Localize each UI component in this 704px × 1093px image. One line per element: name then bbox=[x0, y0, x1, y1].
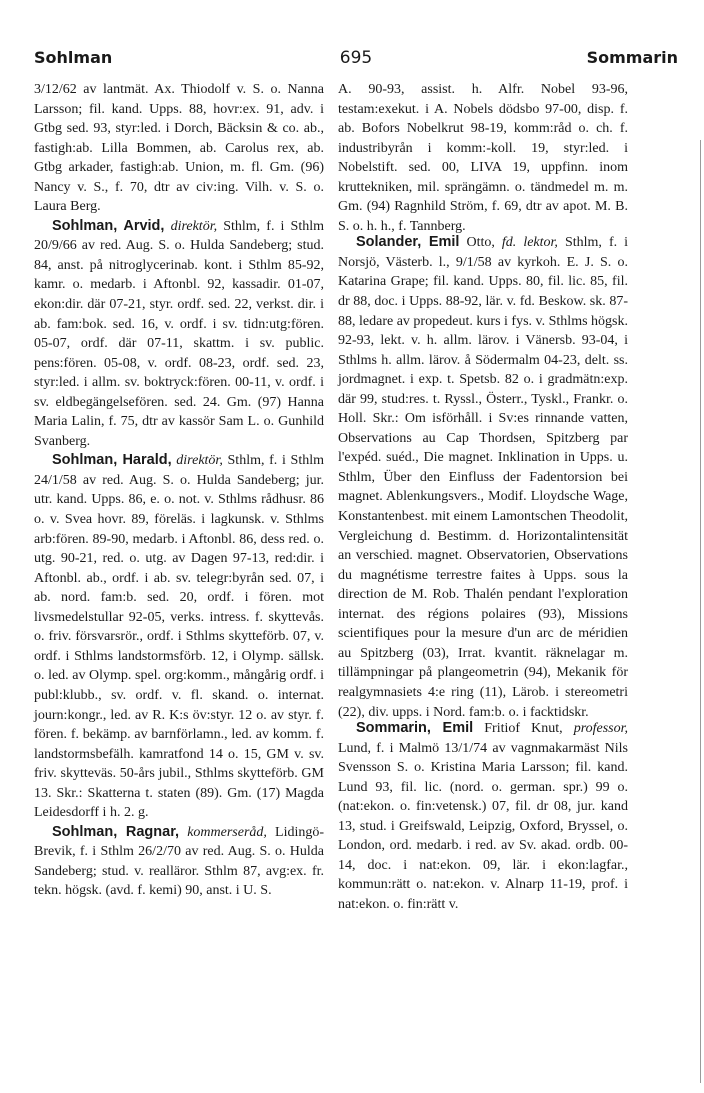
entry-text: Sthlm, f. i Norsjö, Västerb. l., 9/1/58 av kyrkoh. E. J. S. o. Katarina Grape; fil. kand. Upps. 80, fil. lic. 85, fil. dr 88, doc. i Upps. 88-92, lär. v. fd. Beskow. sk. 87-88, ledare av propedeut. kurs i fys. v. Sthlms högsk. 92-93, lekt. v. h. allm. lärov. i Vänersb. 93-04, i Sthlms h. allm. lärov. å Södermalm 04-23, delt. ss. jordmagnet. i exp. t. Spetsb. 82 o. i gradmätn:exp. där 99, stud:res. t. Ryssl., Österr., Tyskl., Frankr. o. Holl. Skr.: Om isförhåll. i Sv:es rinnande vatten, Observations au Cap Thordsen, Spitzberg par l'expéd. suéd., Die magnet. Inklination in Upps. u. Sthlm, Über den Einfluss der Fadentorsion bei magnet. Ablenkungsvers., Modif. Lloydsche Wage, Konstantenbest. mit einem Lamontschen Theodolit, Vergleichung d. Bestimm. d. Horizontalintensität an verschied. magnet. Observatorien, Observations du magnétisme terrestre faites à Upps. sous la direction de M. Rob. Thalén pendant l'exploration internat. des régions polaires (93), Missions scientifiques pour la mesure d'un arc de méridien au Spitzberg (03), Irrat. kvantit. räknelagar m. tillämpningar på plangeometrin (94), Mekanik för realgymnasiets 4:e ring (11), Lärob. i stereometri (22), div. upps. i Nord. fam:b. o. i facktidskr. bbox=[338, 235, 629, 720]
entry-title: direktör, bbox=[176, 453, 223, 469]
right-column bbox=[338, 80, 628, 915]
entry-title: professor, bbox=[573, 721, 629, 737]
entry-name: Sohlman, Arvid, bbox=[52, 217, 165, 234]
entry-solander-emil bbox=[338, 233, 628, 722]
entry-text: Lund, f. i Malmö 13/1/74 av vagnmakarmäst Nils Svensson S. o. Kristina Maria Larsson; fil. kand. Lund 93, fil. lic. (nord. o. german. spr.) 99 o. (nat:ekon. o. fin:vetensk.) 07, fil. dr 08, jur. kand 13, stud. i Greifswald, Leipzig, Oxford, Bryssel, o. London, ord. medarb. i red. av Sv. akad. ordb. 00-14, doc. i nat:ekon. 09, lär. i ekon:lagfar., kommun:rätt o. nat:ekon. v. Alnarp 11-19, prof. i nat:ekon. o. fin:rätt v. bbox=[338, 740, 628, 912]
left-column bbox=[34, 80, 324, 901]
entry-extra-names: Fritiof Knut, bbox=[484, 721, 563, 737]
entry-title: fd. lektor, bbox=[501, 235, 558, 251]
entry-text: Sthlm, f. i Sthlm 20/9/66 av red. Aug. S. o. Hulda Sandeberg; stud. 84, anst. på nitroglycerinab. kont. i Sthlm 85-92, kamr. o. medarb. i Aftonbl. 92, kassadir. 01-07, ekon:dir. där 07-21, styr. ordf. sed. 22, verkst. dir. i ab. fam:bok. sed. 16, v. ordf. i sv. tidn:utg:fören. 05-07, ordf. där 07-11, skattm. i sv. public. pens:fören. 05-08, v. ordf. 08-23, ordf. sed. 23, styr:led. i allm. sv. boktryck:fören. 00-11, v. ordf. i sv. eldbegängelsefören. sed. 24. Gm. (97) Hanna Maria Lalin, f. 75, dtr av kassör Sam L. o. Gunhild Svanberg. bbox=[34, 218, 325, 449]
entry-extra-names: Otto, bbox=[466, 235, 495, 251]
continuation-text: 3/12/62 av lantmät. Ax. Thiodolf v. S. o. Nanna Larsson; fil. kand. Upps. 88, hovr:ex. 91, adv. i Gtbg sed. 93, styr:led. i Dorch, Bäcksin & co. ab., fastigh:ab. Lilla Bommen, ab. Carolus rex, ab. Gtbg arkader, fastigh:ab. Union, m. fl. Gm. (96) Nancy v. S., f. 70, dtr av civ:ing. Vilh. v. S. o. Laura Berg. bbox=[34, 82, 324, 215]
entry-title: kommerseråd, bbox=[187, 824, 267, 840]
header-right-word: Sommarin bbox=[586, 48, 678, 67]
entry-sommarin-emil bbox=[338, 719, 628, 914]
header-left-word: Sohlman bbox=[34, 48, 113, 67]
entry-sohlman-ragnar bbox=[34, 823, 324, 901]
entry-name: Sommarin, Emil bbox=[356, 720, 474, 737]
entry-name: Sohlman, Harald, bbox=[52, 452, 172, 469]
entry-text: Sthlm, f. i Sthlm 24/1/58 av red. Aug. S. o. Hulda Sandeberg; jur. utr. kand. Upps. 86, e. o. not. v. Sthlms rådhusr. 86 o. v. Svea hovr. 89, föreläs. i lagkunsk. v. Sthlms arb:fören. 89-90, medarb. i Aftonbl. 86, dess red. o. utg. 90-21, red. o. utg. av Dagen 97-13, red:dir. i Aftonbl. ab., ordf. i ab. sv. telegr:byrån sed. 07, i ab. nord. fam:b. sed. 20, ordf. i fören. mot livsmedelstullar 92-05, verks. intress. f. skyttevås. o. friv. försvarsrör., ordf. i Sthlms skytteförb. 07, v. ordf. i Sthlms landstormsförb. 12, i Olymp. sällsk. o. led. av Olymp. spel. org:komm., mångårig ordf. i publ:klubb., sv. ordf. v. fl. skand. o. internat. journ:kongr., led. av R. K:s öv:styr. 12 o. av styr. f. fören. f. bekämp. av barnförlamn., led. av komm. f. landstormsbefälh. kamratfond 14 o. 15, GM v. sv. friv. skytteväs. 50-års jubil., Sthlms skytteförb. GM 13. Skr.: Skatterna t. staten (89). Gm. (17) Magda Leidesdorff i h. 2. g. bbox=[34, 453, 324, 821]
entry-name: Solander, Emil bbox=[356, 234, 460, 251]
running-header bbox=[34, 48, 678, 72]
entry-title: direktör, bbox=[170, 218, 218, 234]
entry-sohlman-harald bbox=[34, 451, 324, 822]
scan-edge-line bbox=[700, 140, 701, 1083]
continuation-text: A. 90-93, assist. h. Alfr. Nobel 93-96, testam:exekut. i A. Nobels dödsbo 97-00, disp. f. ab. Bofors Nobelkrut 98-19, komm:råd o. ch. f. industribyrån i komm:-koll. 19, styr:led. i Nobelstift. sed. 00, LIVA 19, uppfinn. inom kruttekniken, mil. sprängämn. o. tändmedel m. m. Gm. (94) Ragnhild Ström, f. 69, dtr av apot. M. B. S. o. h. h., f. Tannberg. bbox=[338, 82, 628, 234]
entry-text: Lidingö-Brevik, f. i Sthlm 26/2/70 av red. Aug. S. o. Hulda Sandeberg; stud. v. realläror. Sthlm 87, avg:ex. fr. tekn. högsk. (avd. f. kemi) 90, anst. i U. S. bbox=[34, 824, 325, 899]
entry-name: Sohlman, Ragnar, bbox=[52, 823, 180, 840]
entry-sohlman-arvid bbox=[34, 217, 324, 452]
page-number: 695 bbox=[339, 48, 373, 68]
